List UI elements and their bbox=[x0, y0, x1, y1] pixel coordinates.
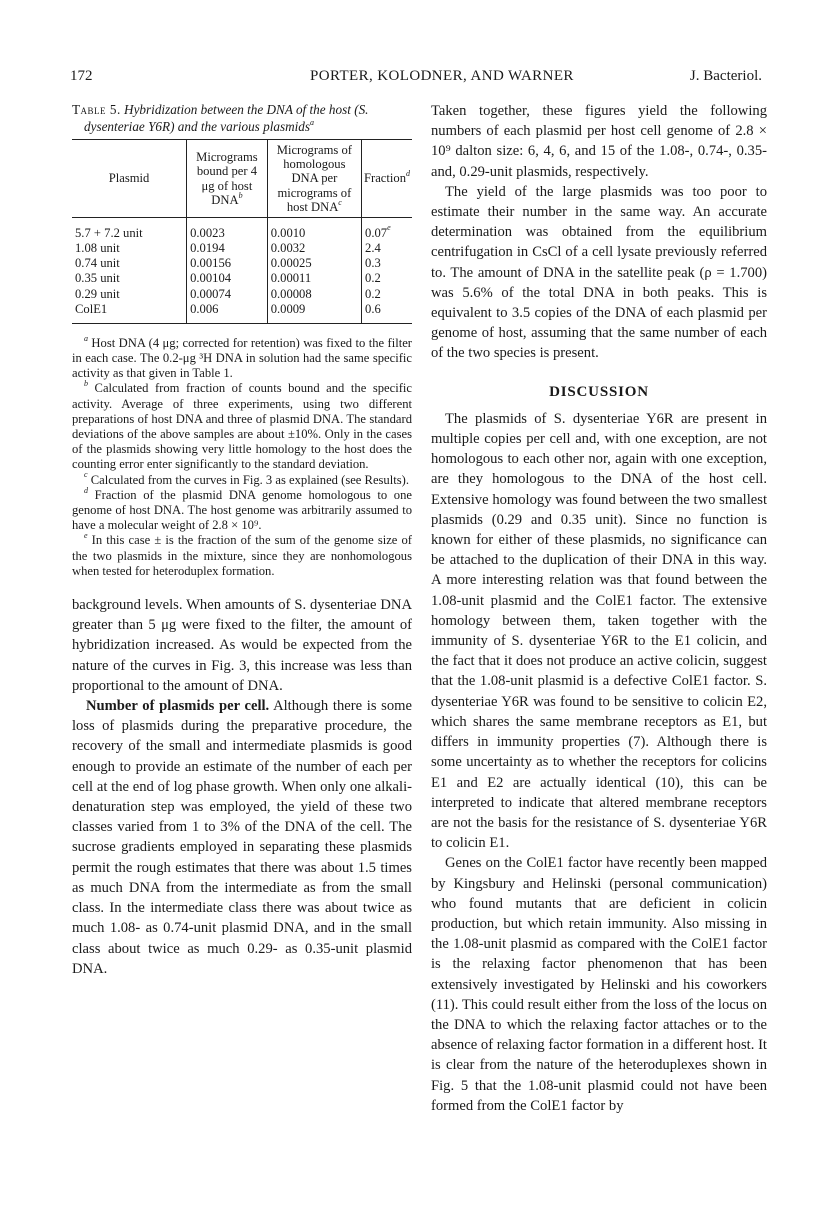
cell-fraction: 0.2 bbox=[362, 286, 412, 301]
cell-fraction: 0.07e bbox=[362, 218, 412, 241]
section-heading-discussion: DISCUSSION bbox=[549, 383, 649, 400]
table-label: Table 5. bbox=[72, 102, 121, 117]
cell-plasmid: 1.08 unit bbox=[75, 240, 120, 255]
cell-plasmid: 0.74 unit bbox=[75, 256, 120, 271]
cell-homologous: 0.0032 bbox=[267, 240, 361, 255]
paragraph-discussion-1: The plasmids of S. dysenteriae Y6R are present in multiple copies per cell and, with one exception, are not homologous to each other nor, again with one exception, are they homologous to the DNA of the host cell. Extensive homology was found between the two smallest plasmids (0.29 and 0.35 unit). Since no function is known for either of these plasmids, no significance can be attached to the duplication of their DNA in this way. A more interesting relation was that found between the 1.08-unit plasmid and the ColE1 factor. The extensive homology between them, taken together with the immunity of S. dysenteriae Y6R to the E1 colicin, and the fact that it does not produce an active colicin, suggest that the 1.08-unit plasmid is a defective ColE1 factor. S. dysenteriae Y6R was found to be sensitive to colicin E2, which shares the same membrane receptors as E1, but differs in immunity properties (7). Although there is some uncertainty as to whether the receptors for colicins E1 and E2 are actually identical (10), this can be interpreted to indicate that altered membrane receptors are not the basis for the resistance of S. dysenteriae Y6R to colicin E1. bbox=[431, 410, 767, 852]
table-row bbox=[72, 256, 412, 271]
right-column bbox=[431, 101, 767, 1116]
cell-fraction: 2.4 bbox=[362, 240, 412, 255]
cell-bound: 0.00074 bbox=[187, 286, 268, 301]
cell-plasmid: ColE1 bbox=[72, 302, 187, 324]
run-in-heading: Number of plasmids per cell. bbox=[86, 698, 270, 715]
table-title: Hybridization between the DNA of the host (S. dysenteriae Y6R) and the various plasmids bbox=[84, 102, 369, 134]
cell-bound: 0.0194 bbox=[187, 240, 268, 255]
cell-bound: 0.006 bbox=[187, 302, 268, 324]
footnote-c: $^c$ Calculated from the curves in Fig. 3 as explained (see Results). bbox=[84, 470, 409, 487]
cell-bound: 0.00104 bbox=[187, 271, 268, 286]
cell-plasmid: 0.35 unit bbox=[75, 271, 120, 286]
table-row bbox=[72, 271, 412, 286]
paragraph-taken-together: Taken together, these figures yield the following numbers of each plasmid per host cell genome of 2.8 × 10⁹ dalton size: 6, 4, 6, and 15 of the 1.08-, 0.74-, 0.35- and, 0.29-unit plasmids, respectively. bbox=[431, 103, 767, 180]
hybridization-table bbox=[72, 139, 412, 324]
col-header-plasmid: Plasmid bbox=[72, 140, 187, 218]
cell-bound: 0.00156 bbox=[187, 256, 268, 271]
cell-homologous: 0.00025 bbox=[267, 256, 361, 271]
cell-homologous: 0.00008 bbox=[267, 286, 361, 301]
table-header-row bbox=[72, 140, 412, 218]
cell-fraction: 0.3 bbox=[362, 256, 412, 271]
table-footnotes bbox=[72, 333, 412, 579]
paragraph-large-plasmids: The yield of the large plasmids was too poor to estimate their number in the same way. An accurate determination was obtained from the equilibrium centrifugation in CsCl of a cell lysate previously referred to. The amount of DNA in the satellite peak (ρ = 1.700) was 5.6% of the total DNA in both peaks. This is equivalent to 3.5 copies of the DNA of each plasmid per genome of host, assuming that the same number of each of the two species is present. bbox=[431, 183, 767, 362]
cell-bound: 0.0023 bbox=[187, 218, 268, 241]
table-caption bbox=[72, 101, 412, 135]
page-number: 172 bbox=[70, 68, 93, 84]
cell-homologous: 0.0009 bbox=[267, 302, 361, 324]
footnote-e: $^e$ In this case ± is the fraction of the sum of the genome size of the two plasmids in the mixture, since they are nonhomologous when tested for heteroduplex formation. bbox=[72, 531, 412, 578]
journal-name: J. Bacteriol. bbox=[689, 68, 762, 84]
cell-fraction: 0.2 bbox=[362, 271, 412, 286]
table-caption-footnote-mark: a bbox=[310, 117, 314, 127]
footnote-d: $^d$ Fraction of the plasmid DNA genome homologous to one genome of host DNA. The host genome was arbitrarily assumed to have a molecular weight of 2.8 × 10⁹. bbox=[72, 485, 412, 533]
cell-plasmid: 5.7 + 7.2 unit bbox=[75, 225, 143, 240]
table-row bbox=[72, 218, 412, 241]
col-header-homologous: Micrograms of homologous DNA per micrograms of host DNA$^c$ bbox=[267, 140, 361, 218]
table-row bbox=[72, 302, 412, 324]
paragraph-number-of-plasmids: Number of plasmids per cell. Although there is some loss of plasmids during the preparative procedure, the recovery of the small and intermediate plasmids is good enough to provide an estimate of the number of each per cell at the end of log phase growth. When only one alkali-denaturation step was employed, the yield of these two classes varied from 1 to 3% of the DNA of the cell. The sucrose gradients employed in separating these plasmids permit the rough estimates that there was about 1.5 times as much DNA from the intermediate as from the small class. In the intermediate class there was about twice as much 1.08- as 0.74-unit plasmid DNA, and in the small class about twice as much 0.29- as 0.35-unit plasmid DNA. bbox=[72, 698, 412, 977]
table-row bbox=[72, 286, 412, 301]
cell-homologous: 0.0010 bbox=[267, 218, 361, 241]
footnote-a: $^a$ Host DNA (4 μg; corrected for retention) was fixed to the filter in each case. The 0.2-μg ³H DNA in solution had the same specific activity as that given in Table 1. bbox=[72, 333, 412, 381]
cell-homologous: 0.00011 bbox=[267, 271, 361, 286]
col-header-bound: Micrograms bound per 4 μg of host DNA$^b$ bbox=[187, 140, 268, 218]
cell-fraction: 0.6 bbox=[362, 302, 412, 324]
cell-plasmid: 0.29 unit bbox=[75, 286, 120, 301]
footnote-b: $^b$ Calculated from fraction of counts bound and the specific activity. Average of three experiments, using two different preparations of host DNA and three of plasmid DNA. The standard deviations of the above samples are about ±10%. Only in the cases of the plasmids showing very little homology to the host does the counting error enter significantly to the standard deviation. bbox=[72, 379, 412, 472]
col-header-fraction: Fraction$^d$ bbox=[362, 140, 412, 218]
running-header bbox=[70, 68, 762, 88]
paragraph-background: background levels. When amounts of S. dysenteriae DNA greater than 5 μg were fixed to the filter, the amount of hybridization increased. As would be expected from the nature of the curves in Fig. 3, this increase was less than proportional to the amount of DNA. bbox=[72, 597, 412, 694]
table-row bbox=[72, 240, 412, 255]
left-column bbox=[72, 101, 412, 979]
paragraph-discussion-2: Genes on the ColE1 factor have recently been mapped by Kingsbury and Helinski (personal communication) who found mutants that are deficient in colicin production, but which retain immunity. Also missing in the 1.08-unit plasmid as compared with the ColE1 factor is the relaxing factor phenomenon that has been extensively investigated by Helinski and his coworkers (11). This could result either from the loss of the locus on the DNA to which the relaxing factor attaches or to the absence of relaxing factor formation in a different host. It is clear from the nature of the heteroduplexes shown in Fig. 5 that the 1.08-unit plasmid could not have been formed from the ColE1 factor by bbox=[431, 855, 767, 1114]
running-authors: PORTER, KOLODNER, AND WARNER bbox=[310, 68, 574, 84]
